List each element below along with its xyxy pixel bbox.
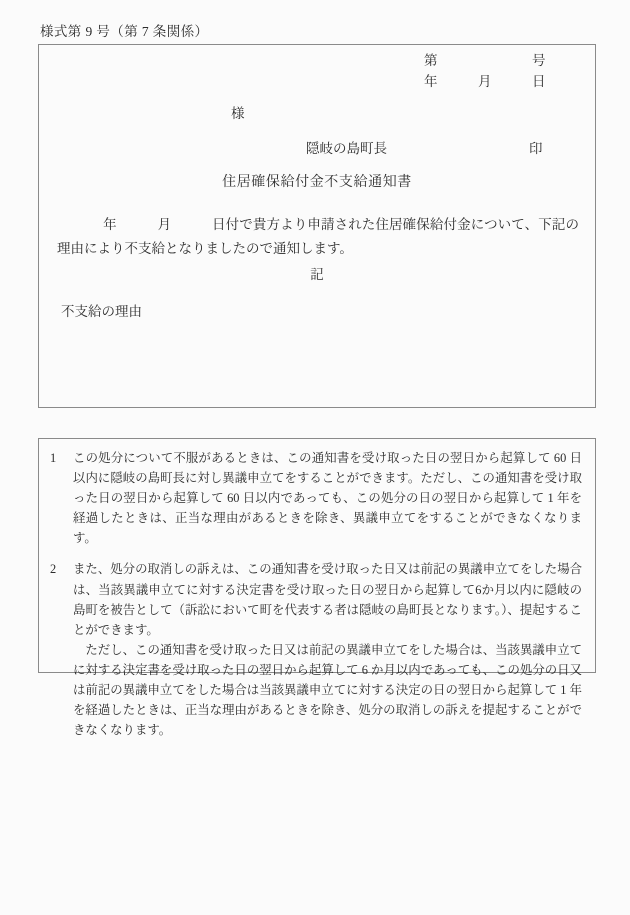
notice-form-box	[38, 44, 596, 408]
appeal-item	[50, 448, 582, 548]
appeal-paragraph: ただし、この通知書を受け取った日又は前記の異議申立てをした場合は、当該異議申立てに対する決定書を受け取った日の翌日から起算して 6 か月以内であっても、この処分の日又は前記の異議申立てをした場合は当該異議申立てに対する決定の日の翌日から起算して 1 年を経過したときは、正当な理由があるときを除き、処分の取消しの訴えを提起することができなくなります。	[73, 642, 582, 738]
addressee-honorific: 様	[231, 106, 245, 121]
seal-mark: 印	[529, 141, 543, 156]
appeal-item-number: 2	[50, 562, 57, 577]
issuer-name: 隠岐の島町長	[306, 141, 387, 156]
notice-body-text	[57, 213, 579, 260]
appeal-item-body	[73, 448, 582, 548]
reason-for-nonpayment-label: 不支給の理由	[61, 304, 142, 319]
form-code-header: 様式第 9 号（第 7 条関係）	[40, 24, 209, 39]
document-date-line: 年 月 日	[424, 74, 546, 89]
document-title: 住居確保給付金不支給通知書	[222, 175, 412, 190]
ki-marker: 記	[310, 267, 324, 282]
body-sentence: 年 月 日付で貴方より申請された住居確保給付金について、下記の理由により不支給となりましたので通知します。	[57, 217, 579, 256]
appeal-item	[50, 559, 582, 740]
appeal-instructions-box	[38, 438, 596, 738]
document-number-line: 第 号	[424, 53, 546, 68]
appeal-paragraph: この処分について不服があるときは、この通知書を受け取った日の翌日から起算して 60 日以内に隠岐の島町長に対し異議申立てをすることができます。ただし、この通知書を受け取った日の翌日から起算して 60 日以内であっても、この処分の日の翌日から起算して 1 年を経過したときは、正当な理由があるときを除き、異議申立てをすることができなくなります。	[73, 451, 582, 546]
appeal-item-body	[73, 559, 582, 740]
appeal-paragraph: また、処分の取消しの訴えは、この通知書を受け取った日又は前記の異議申立てをした場合は、当該異議申立てに対する決定書を受け取った日の翌日から起算して6か月以内に隠岐の島町を被告として（訴訟において町を代表する者は隠岐の島町長となります。）、提起することができます。	[73, 562, 582, 637]
appeal-item-number: 1	[50, 451, 57, 465]
